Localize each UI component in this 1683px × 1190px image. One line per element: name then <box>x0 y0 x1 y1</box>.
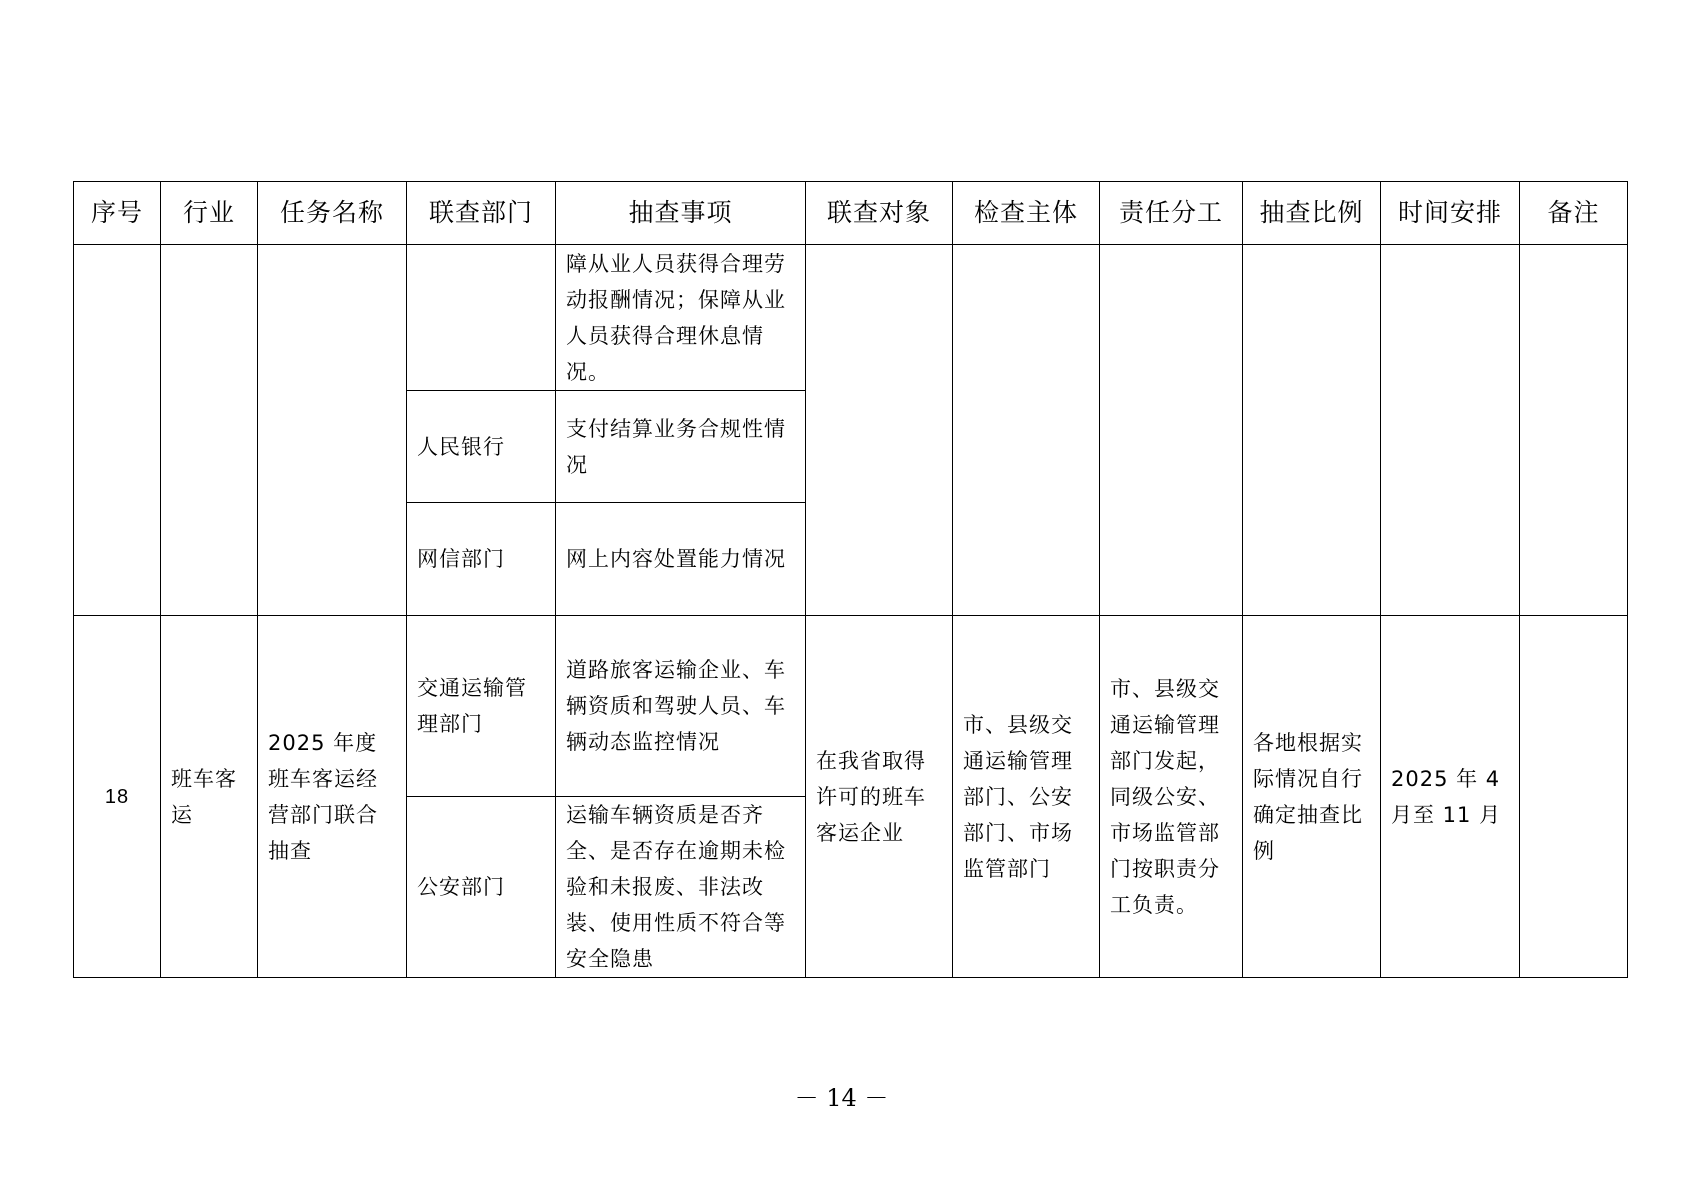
cont-matter-cell: 支付结算业务合规性情况 <box>556 391 806 503</box>
cont-matter-cell: 障从业人员获得合理劳动报酬情况；保障从业人员获得合理休息情况。 <box>556 245 806 391</box>
row18-schedule-cell: 2025 年 4 月至 11 月 <box>1381 616 1520 978</box>
cont-task-cell <box>258 245 407 616</box>
header-responsibility: 责任分工 <box>1100 182 1243 245</box>
header-inspection-matters: 抽查事项 <box>556 182 806 245</box>
row18-matter-cell: 运输车辆资质是否齐全、是否存在逾期未检验和未报废、非法改装、使用性质不符合等安全隐患 <box>556 797 806 978</box>
header-task-name: 任务名称 <box>258 182 407 245</box>
cont-matter-cell: 网上内容处置能力情况 <box>556 503 806 616</box>
cont-remark-cell <box>1520 245 1628 616</box>
cont-industry-cell <box>161 245 258 616</box>
row18-department-cell: 公安部门 <box>407 797 556 978</box>
row18-matter-cell: 道路旅客运输企业、车辆资质和驾驶人员、车辆动态监控情况 <box>556 616 806 797</box>
row18-industry-cell: 班车客运 <box>161 616 258 978</box>
cont-inspector-cell <box>953 245 1100 616</box>
header-joint-department: 联查部门 <box>407 182 556 245</box>
header-row <box>74 182 1628 245</box>
row18-target-cell: 在我省取得许可的班车客运企业 <box>806 616 953 978</box>
cont-target-cell <box>806 245 953 616</box>
header-ratio: 抽查比例 <box>1243 182 1381 245</box>
cont-responsibility-cell <box>1100 245 1243 616</box>
row18-inspector-cell: 市、县级交通运输管理部门、公安部门、市场监管部门 <box>953 616 1100 978</box>
header-schedule: 时间安排 <box>1381 182 1520 245</box>
row18-department-cell: 交通运输管理部门 <box>407 616 556 797</box>
header-industry: 行业 <box>161 182 258 245</box>
row18-ratio-cell: 各地根据实际情况自行确定抽查比例 <box>1243 616 1381 978</box>
cont-schedule-cell <box>1381 245 1520 616</box>
cont-ratio-cell <box>1243 245 1381 616</box>
table-row <box>74 616 1628 797</box>
header-seq: 序号 <box>74 182 161 245</box>
row18-seq-cell: 18 <box>74 616 161 978</box>
cont-department-cell: 网信部门 <box>407 503 556 616</box>
header-inspector: 检查主体 <box>953 182 1100 245</box>
row18-remark-cell <box>1520 616 1628 978</box>
inspection-table <box>73 181 1628 978</box>
cont-department-cell <box>407 245 556 391</box>
row18-task-cell: 2025 年度班车客运经营部门联合抽查 <box>258 616 407 978</box>
table-row <box>74 245 1628 391</box>
row18-responsibility-cell: 市、县级交通运输管理部门发起，同级公安、市场监管部门按职责分工负责。 <box>1100 616 1243 978</box>
cont-seq-cell <box>74 245 161 616</box>
header-remark: 备注 <box>1520 182 1628 245</box>
page-number: － 14 － <box>794 1084 889 1112</box>
cont-department-cell: 人民银行 <box>407 391 556 503</box>
header-inspection-target: 联查对象 <box>806 182 953 245</box>
